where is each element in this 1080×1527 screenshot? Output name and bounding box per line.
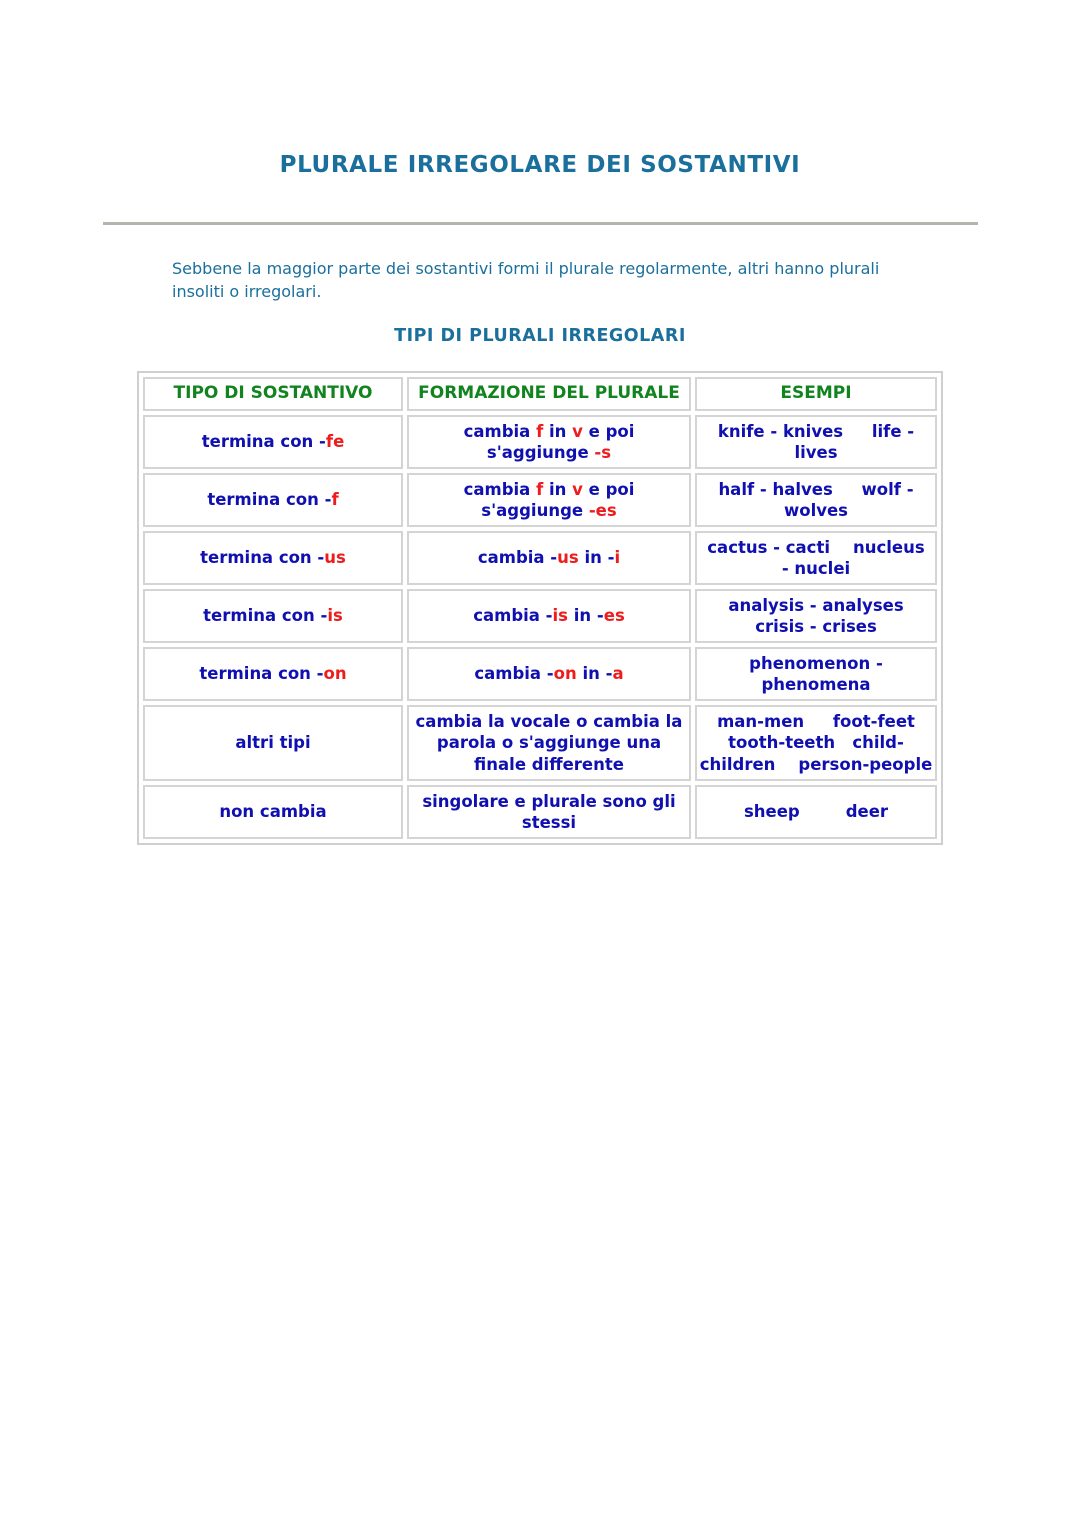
plurals-table	[137, 371, 943, 845]
table-row	[143, 647, 937, 701]
cell-esempi: cactus - cacti nucleus - nuclei	[695, 531, 937, 585]
cell-formazione: cambia -us in -i	[407, 531, 691, 585]
table-row	[143, 473, 937, 527]
cell-formazione: cambia f in v e poi s'aggiunge -s	[407, 415, 691, 469]
table-header-row	[143, 377, 937, 411]
cell-tipo: termina con -f	[143, 473, 403, 527]
table-title: TIPI DI PLURALI IRREGOLARI	[394, 326, 686, 346]
cell-formazione: cambia f in v e poi s'aggiunge -es	[407, 473, 691, 527]
cell-esempi: phenomenon - phenomena	[695, 647, 937, 701]
cell-tipo: non cambia	[143, 785, 403, 839]
header-esempi: ESEMPI	[695, 377, 937, 411]
cell-formazione: cambia -on in -a	[407, 647, 691, 701]
cell-tipo: termina con -is	[143, 589, 403, 643]
cell-esempi: sheep deer	[695, 785, 937, 839]
horizontal-rule	[103, 222, 978, 225]
table-row	[143, 589, 937, 643]
cell-esempi: knife - knives life - lives	[695, 415, 937, 469]
intro-paragraph: Sebbene la maggior parte dei sostantivi formi il plurale regolarmente, altri hanno plurali insoliti o irregolari.	[172, 259, 880, 301]
cell-tipo: termina con -us	[143, 531, 403, 585]
cell-tipo: termina con -fe	[143, 415, 403, 469]
cell-esempi: analysis - analyses crisis - crises	[695, 589, 937, 643]
page-title: PLURALE IRREGOLARE DEI SOSTANTIVI	[279, 152, 801, 178]
header-tipo: TIPO DI SOSTANTIVO	[143, 377, 403, 411]
cell-esempi: man-men foot-feet tooth-teeth child-children person-people	[695, 705, 937, 781]
table-row	[143, 415, 937, 469]
cell-formazione: cambia la vocale o cambia la parola o s'aggiunge una finale differente	[407, 705, 691, 781]
header-formazione: FORMAZIONE DEL PLURALE	[407, 377, 691, 411]
cell-tipo: termina con -on	[143, 647, 403, 701]
cell-formazione: cambia -is in -es	[407, 589, 691, 643]
cell-formazione: singolare e plurale sono gli stessi	[407, 785, 691, 839]
table-row	[143, 531, 937, 585]
table-row	[143, 705, 937, 781]
table-row	[143, 785, 937, 839]
cell-tipo: altri tipi	[143, 705, 403, 781]
cell-esempi: half - halves wolf - wolves	[695, 473, 937, 527]
